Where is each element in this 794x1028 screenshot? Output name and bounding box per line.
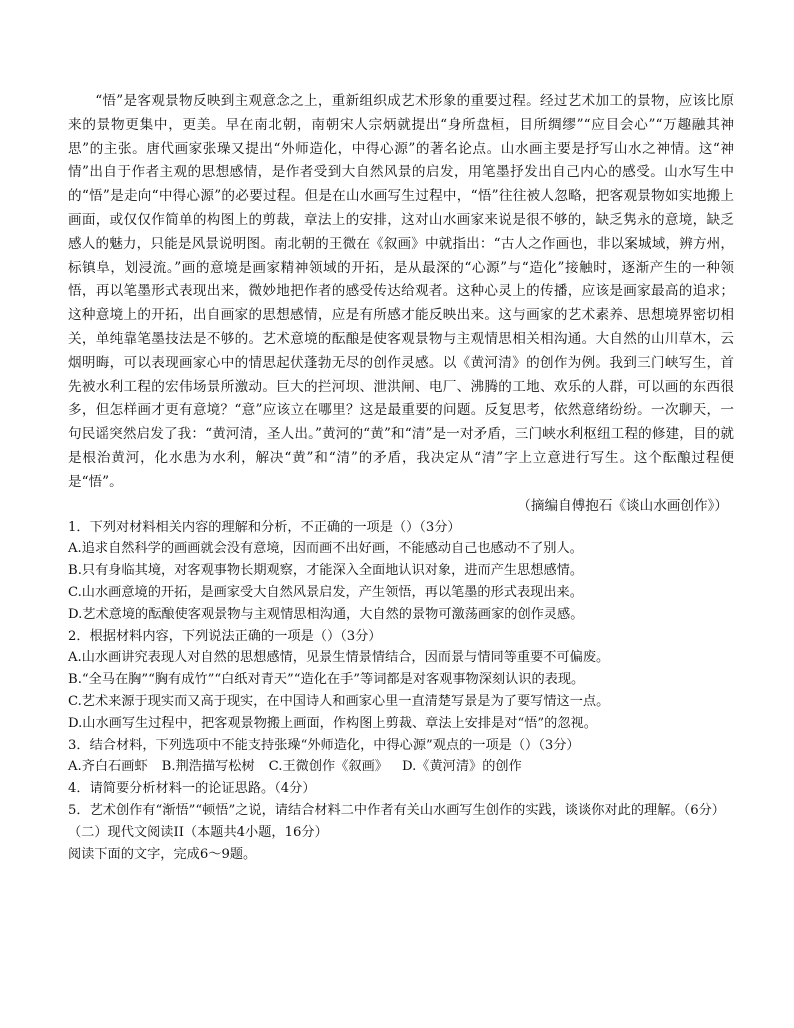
question-1-option-a: A.追求自然科学的画画就会没有意境，因而画不出好画，不能感动自己也感动不了别人。 [68,541,583,557]
question-2-option-b: B.“全马在胸”“胸有成竹”“白纸对青天”“造化在手”等词都是对客观事物深刻认识的表现。 [68,672,585,688]
question-5: 5．艺术创作有“渐悟”“顿悟”之说，请结合材料二中作者有关山水画写生创作的实践，谈谈你对此的理解。（6分） [68,802,725,818]
question-2-option-d: D.山水画写生过程中，把客观景物搬上画面，作构图上剪裁、章法上安排是对“悟”的忽视。 [68,715,597,731]
question-2-stem: 2．根据材料内容，下列说法正确的一项是（）（3分） [68,628,382,644]
section-2-instruction: 阅读下面的文字，完成6～9题。 [68,846,257,862]
question-1-option-c: C.山水画意境的开拓，是画家受大自然风景启发，产生领悟，再以笔墨的形式表现出来。 [68,584,583,600]
question-3-stem: 3．结合材料，下列选项中不能支持张璪“外师造化，中得心源”观点的一项是（）（3分） [68,737,580,753]
question-1-option-d: D.艺术意境的酝酿使客观景物与主观情思相沟通，大自然的景物可激荡画家的创作灵感。 [68,606,584,622]
question-1 [68,517,734,626]
question-4: 4．请简要分析材料一的论证思路。（4分） [68,781,316,797]
question-3-option-c: C.王微创作《叙画》 [268,759,388,775]
question-3-option-a: A.齐白石画虾 [68,759,148,775]
section-2-heading: （二）现代文阅读II（本题共4小题，16分） [68,824,328,840]
question-3-option-b: B.荆浩描写松树 [161,759,255,775]
question-2 [68,626,734,735]
passage-source: （摘编自傅抱石《谈山水画创作》） [517,497,728,514]
question-2-option-c: C.艺术来源于现实而又高于现实，在中国诗人和画家心里一直清楚写景是为了要写情这一点。 [68,693,610,709]
question-3 [68,735,734,779]
exam-page [68,90,734,865]
question-2-option-a: A.山水画讲究表现人对自然的思想感情，见景生情景情结合，因而景与情同等重要不可偏废。 [68,650,610,666]
question-3-option-d: D.《黄河清》的创作 [401,759,522,775]
question-1-option-b: B.只有身临其境，对客观事物长期观察，才能深入全面地认识对象，进而产生思想感情。 [68,563,584,579]
passage-paragraph: “悟”是客观景物反映到主观意念之上，重新组织成艺术形象的重要过程。经过艺术加工的景物，应该比原来的景物更集中，更美。早在南北朝，南朝宋人宗炳就提出“身所盘桓，目所绸缪”“应目会心”“万趣融其神思”的主张。唐代画家张璪又提出“外师造化，中得心源”的著名论点。山水画主要是抒写山水之神情。这“神情”出自于作者主观的思想感情，是作者受到大自然风景的启发，用笔墨抒发出自己内心的感受。山水写生中的“悟”是走向“中得心源”的必要过程。但是在山水画写生过程中，“悟”往往被人忽略，把客观景物如实地搬上画面，或仅仅作简单的构图上的剪裁，章法上的安排，这对山水画家来说是很不够的，缺乏隽永的意境，缺乏感人的魅力，只能是风景说明图。南北朝的王微在《叙画》中就指出：“古人之作画也，非以案城域，辨方州，标镇阜，划浸流。”画的意境是画家精神领域的开拓，是从最深的“心源”与“造化”接触时，逐渐产生的一种领悟，再以笔墨形式表现出来，微妙地把作者的感受传达给观者。这种心灵上的传播，应该是画家最高的追求；这种意境上的开拓，出自画家的思想感情，应是有所感才能反映出来。这与画家的艺术素养、思想境界密切相关，单纯靠笔墨技法是不够的。艺术意境的酝酿是使客观景物与主观情思相关相沟通。大自然的山川草木，云烟明晦，可以表现画家心中的情思起伏蓬勃无尽的创作灵感。以《黄河清》的创作为例。我到三门峡写生，首先被水利工程的宏伟场景所激动。巨大的拦河坝、泄洪闸、电厂、沸腾的工地、欢乐的人群，可以画的东西很多，但怎样画才更有意境？“意”应该立在哪里？这是最重要的问题。反复思考，依然意绪纷纷。一次聊天，一句民谣突然启发了我：“黄河清，圣人出。”黄河的“黄”和“清”是一对矛盾，三门峡水利枢纽工程的修建，目的就是根治黄河，化水患为水利，解决“黄”和“清”的矛盾，我决定从“清”字上立意进行写生。这个酝酿过程便是“悟”。 [68,93,734,490]
question-1-stem: 1．下列对材料相关内容的理解和分析，不正确的一项是（）（3分） [68,519,461,535]
question-3-options [68,756,734,778]
